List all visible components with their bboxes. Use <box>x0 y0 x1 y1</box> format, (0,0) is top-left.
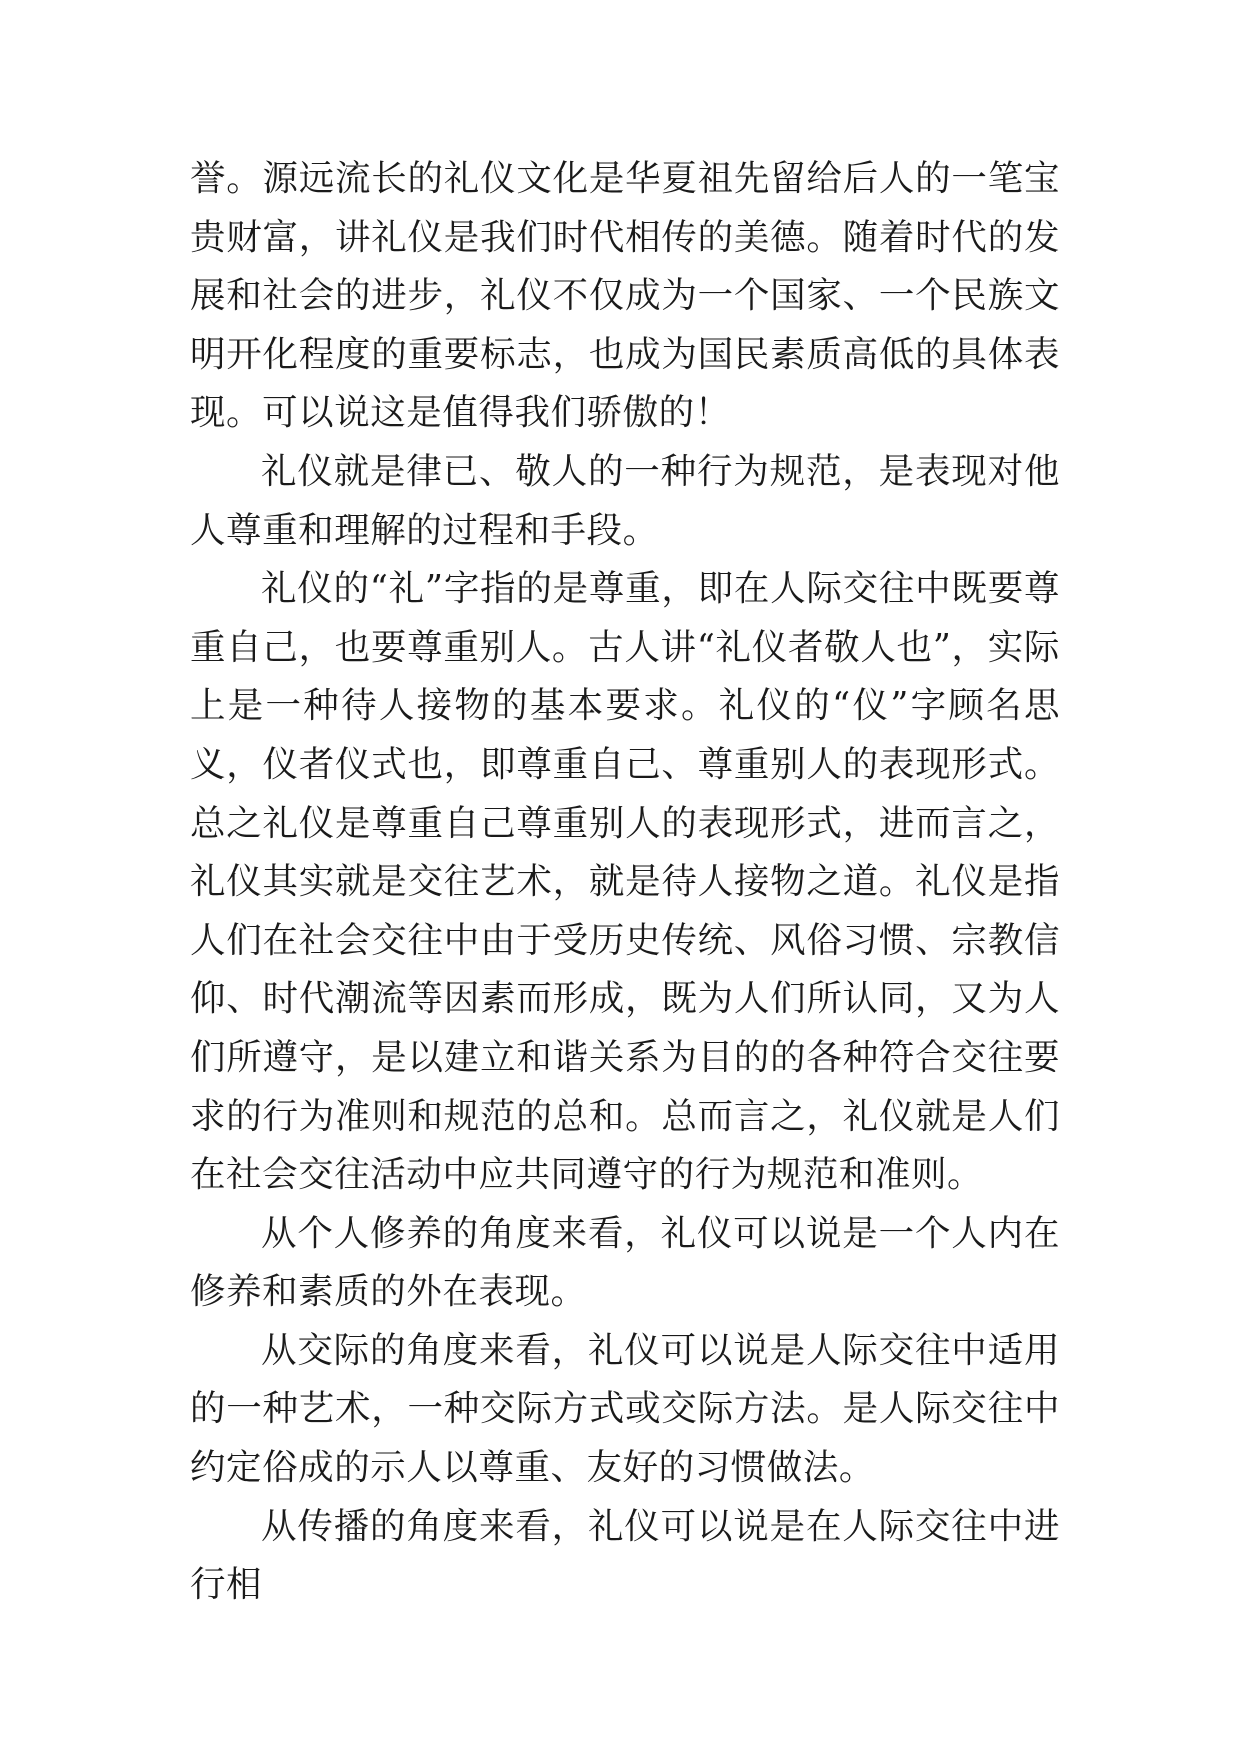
paragraph-personal-perspective: 从个人修养的角度来看，礼仪可以说是一个人内在修养和素质的外在表现。 <box>190 1212 1060 1313</box>
paragraph-communication-perspective: 从传播的角度来看，礼仪可以说是在人际交往中进行相 <box>190 1505 1060 1606</box>
paragraph-continued: 誉。源远流长的礼仪文化是华夏祖先留给后人的一笔宝贵财富，讲礼仪是我们时代相传的美德。随着时代的发展和社会的进步，礼仪不仅成为一个国家、一个民族文明开化程度的重要标志，也成为国民素质高低的具体表现。可以说这是值得我们骄傲的！ <box>190 158 1060 434</box>
body-text <box>190 150 1060 1615</box>
paragraph-li-yi-meaning: 礼仪的“礼”字指的是尊重，即在人际交往中既要尊重自己，也要尊重别人。古人讲“礼仪者敬人也”，实际上是一种待人接物的基本要求。礼仪的“仪”字顾名思义，仪者仪式也，即尊重自己、尊重别人的表现形式。总之礼仪是尊重自己尊重别人的表现形式，进而言之，礼仪其实就是交往艺术，就是待人接物之道。礼仪是指人们在社会交往中由于受历史传统、风俗习惯、宗教信仰、时代潮流等因素而形成，既为人们所认同，又为人们所遵守，是以建立和谐关系为目的的各种符合交往要求的行为准则和规范的总和。总而言之，礼仪就是人们在社会交往活动中应共同遵守的行为规范和准则。 <box>190 568 1060 1196</box>
paragraph-social-perspective: 从交际的角度来看，礼仪可以说是人际交往中适用的一种艺术，一种交际方式或交际方法。是人际交往中约定俗成的示人以尊重、友好的习惯做法。 <box>190 1329 1060 1489</box>
paragraph-definition: 礼仪就是律已、敬人的一种行为规范，是表现对他人尊重和理解的过程和手段。 <box>190 450 1060 551</box>
